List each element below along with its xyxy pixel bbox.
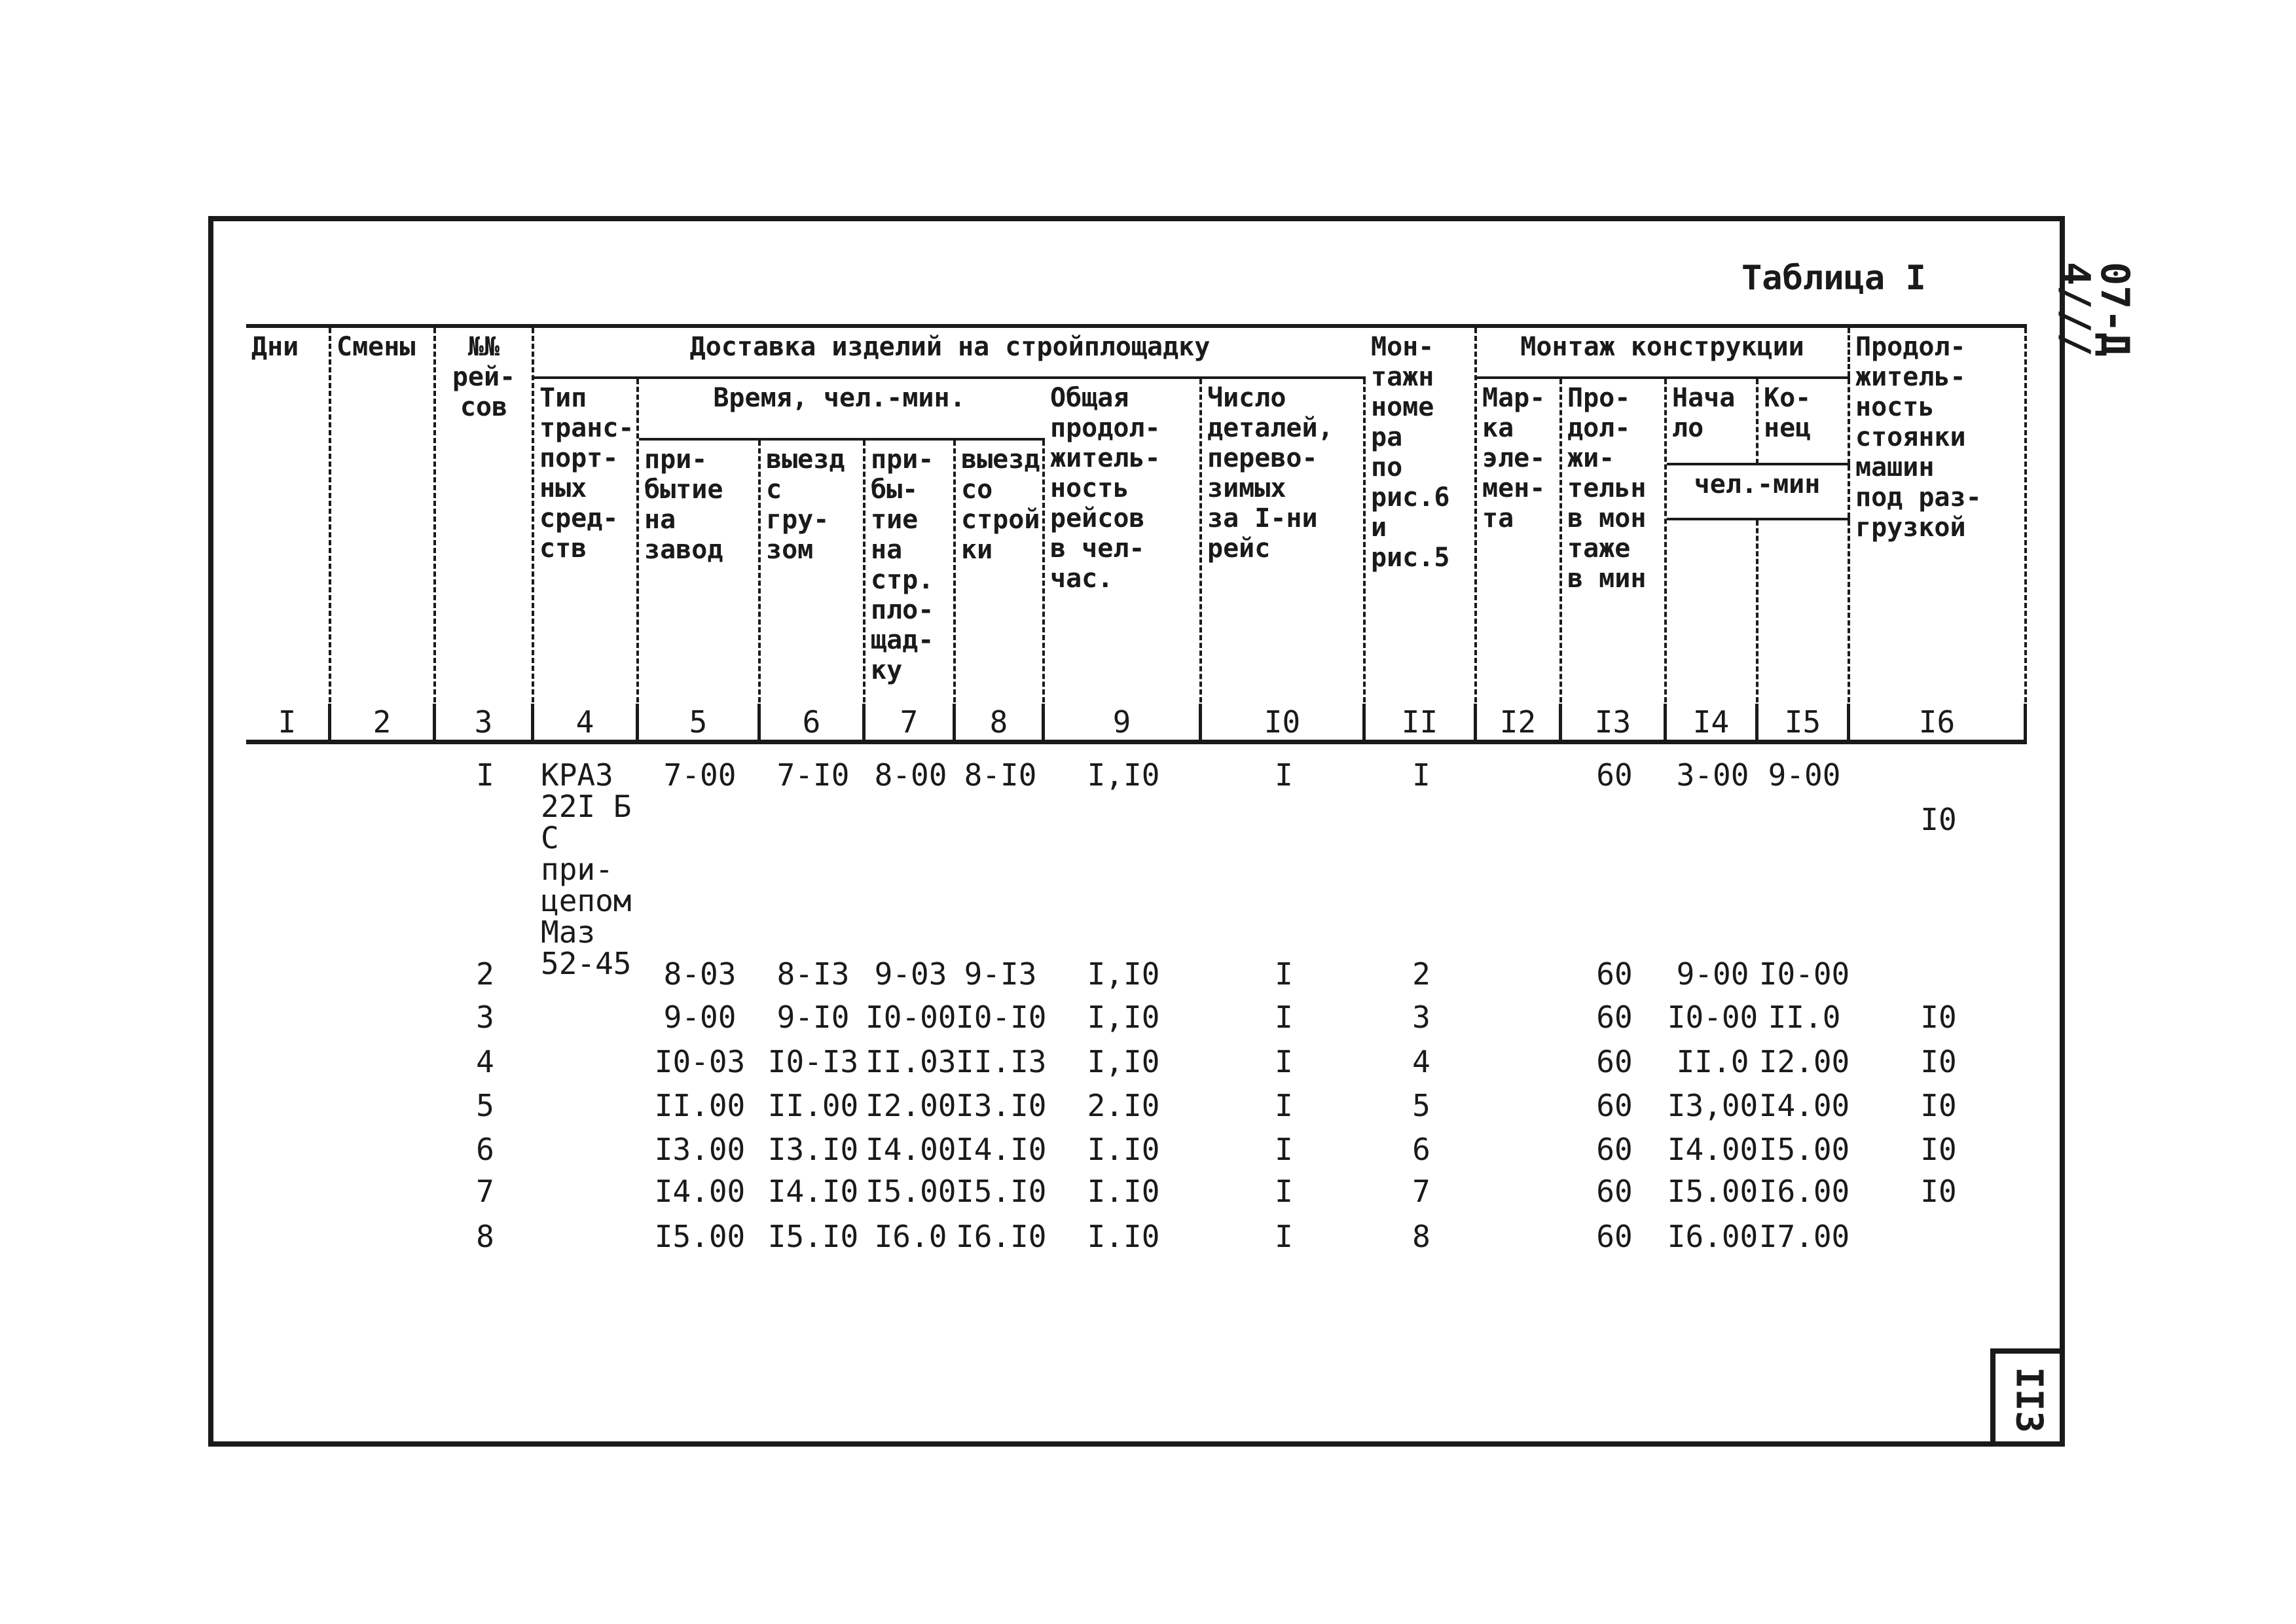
cell-parking: I0 xyxy=(1920,1044,1957,1079)
cell-end: I0-00 xyxy=(1758,956,1850,992)
cell-parking: I0 xyxy=(1920,1174,1957,1209)
cell-end: I2.00 xyxy=(1758,1044,1850,1079)
cell-dur: 60 xyxy=(1596,1044,1633,1079)
header-element-mark: Мар- ка эле- мен- та xyxy=(1477,379,1562,702)
cell-mount-no: 7 xyxy=(1412,1174,1430,1209)
header-end: Ко- нец xyxy=(1758,379,1850,464)
cell-t7: II.03 xyxy=(866,1044,957,1079)
cell-t6: 8-I3 xyxy=(776,956,850,992)
cell-parts: I xyxy=(1275,1044,1293,1079)
cell-trip: 5 xyxy=(476,1088,494,1123)
header-shifts: Смены xyxy=(331,328,436,702)
header-depart-with-load: выезд с гру- зом xyxy=(761,441,866,702)
cell-t5: 9-00 xyxy=(663,1000,737,1035)
cell-dur: 60 xyxy=(1596,956,1633,992)
cell-trip: 3 xyxy=(476,1000,494,1035)
cell-t5: I0-03 xyxy=(654,1044,746,1079)
cell-dur: 60 xyxy=(1596,1000,1633,1035)
cell-parts: I xyxy=(1275,1219,1293,1254)
cell-t6: I5.I0 xyxy=(767,1219,859,1254)
column-number: II xyxy=(1366,704,1477,740)
cell-t7: 9-03 xyxy=(874,956,947,992)
cell-mount-no: I xyxy=(1412,757,1430,793)
cell-parts: I xyxy=(1275,1174,1293,1209)
column-number: I0 xyxy=(1202,704,1366,740)
cell-t6: II.00 xyxy=(767,1088,859,1123)
cell-total: I.I0 xyxy=(1087,1219,1160,1254)
header-person-min: чел.-мин xyxy=(1667,465,1850,518)
cell-t6: I3.I0 xyxy=(767,1132,859,1167)
cell-t7: I6.0 xyxy=(874,1219,947,1254)
cell-start: I3,00 xyxy=(1667,1088,1758,1123)
cell-total: I,I0 xyxy=(1087,956,1160,992)
cell-parts: I xyxy=(1275,1132,1293,1167)
cell-end: I7.00 xyxy=(1758,1219,1850,1254)
cell-start: 3-00 xyxy=(1676,757,1749,793)
cell-end: I5.00 xyxy=(1758,1132,1850,1167)
header-mounting-number: Мон- тажн номе ра по рис.6 и рис.5 xyxy=(1366,328,1477,702)
cell-total: I,I0 xyxy=(1087,757,1160,793)
cell-start: I4.00 xyxy=(1667,1132,1758,1167)
cell-t5: I3.00 xyxy=(654,1132,746,1167)
column-number: I2 xyxy=(1477,704,1562,740)
column-number: I4 xyxy=(1667,704,1758,740)
cell-mount-no: 8 xyxy=(1412,1219,1430,1254)
cell-start: I6.00 xyxy=(1667,1219,1758,1254)
cell-transport: КРАЗ 22I Б С при- цепом Маз 52-45 xyxy=(541,757,632,981)
cell-parking: I0 xyxy=(1920,1000,1957,1035)
column-number: 3 xyxy=(436,704,534,740)
table-caption: Таблица I xyxy=(1741,259,1926,298)
cell-mount-no: 3 xyxy=(1412,1000,1430,1035)
cell-parking: I0 xyxy=(1920,1132,1957,1167)
header-depart-site: выезд со строй ки xyxy=(956,441,1045,702)
header-mount-duration: Про- дол- жи- тельн в мон таже в мин xyxy=(1562,379,1667,702)
cell-t8: II.I3 xyxy=(956,1044,1047,1079)
column-number: 5 xyxy=(639,704,761,740)
column-number-row xyxy=(246,704,2027,744)
cell-parts: I xyxy=(1275,757,1293,793)
cell-t6: 9-I0 xyxy=(776,1000,850,1035)
cell-t8: I4.I0 xyxy=(956,1132,1047,1167)
cell-dur: 60 xyxy=(1596,1088,1633,1123)
cell-end: I4.00 xyxy=(1758,1088,1850,1123)
cell-parts: I xyxy=(1275,1000,1293,1035)
cell-t8: I6.I0 xyxy=(956,1219,1047,1254)
column-number: 2 xyxy=(331,704,436,740)
header-transport-type: Тип транс- порт- ных сред- ств xyxy=(534,379,639,702)
cell-total: I.I0 xyxy=(1087,1174,1160,1209)
cell-t7: I2.00 xyxy=(866,1088,957,1123)
cell-t8: I0-I0 xyxy=(956,1000,1047,1035)
cell-parking: I0 xyxy=(1920,802,1957,837)
cell-mount-no: 5 xyxy=(1412,1088,1430,1123)
column-number: 9 xyxy=(1045,704,1202,740)
header-end-blank xyxy=(1758,520,1850,702)
cell-end: 9-00 xyxy=(1768,757,1841,793)
table-body xyxy=(246,759,2027,1296)
cell-start: I5.00 xyxy=(1667,1174,1758,1209)
cell-t6: I0-I3 xyxy=(767,1044,859,1079)
cell-dur: 60 xyxy=(1596,1132,1633,1167)
header-delivery-group: Доставка изделий на стройплощадку xyxy=(689,332,1211,362)
cell-t8: I3.I0 xyxy=(956,1088,1047,1123)
cell-parts: I xyxy=(1275,1088,1293,1123)
header-trip-no: №№ рей- сов xyxy=(436,328,534,702)
cell-parts: I xyxy=(1275,956,1293,992)
cell-mount-no: 6 xyxy=(1412,1132,1430,1167)
column-number: 7 xyxy=(866,704,956,740)
cell-t5: I5.00 xyxy=(654,1219,746,1254)
header-mounting-group: Монтаж конструкции xyxy=(1477,328,1850,376)
cell-t7: I4.00 xyxy=(866,1132,957,1167)
table-header xyxy=(246,324,2027,698)
cell-trip: 2 xyxy=(476,956,494,992)
cell-t5: 7-00 xyxy=(663,757,737,793)
cell-t6: I4.I0 xyxy=(767,1174,859,1209)
cell-t5: I4.00 xyxy=(654,1174,746,1209)
cell-t8: 9-I3 xyxy=(964,956,1037,992)
cell-t7: I5.00 xyxy=(866,1174,957,1209)
header-start: Нача ло xyxy=(1667,379,1758,464)
cell-t7: I0-00 xyxy=(866,1000,957,1035)
cell-start: II.0 xyxy=(1676,1044,1749,1079)
cell-total: I,I0 xyxy=(1087,1000,1160,1035)
header-time-group: Время, чел.-мин. xyxy=(713,383,966,413)
column-number: 4 xyxy=(534,704,639,740)
header-arrival-site: при- бы- тие на стр. пло- щад- ку xyxy=(866,441,956,702)
cell-trip: 4 xyxy=(476,1044,494,1079)
cell-mount-no: 4 xyxy=(1412,1044,1430,1079)
header-start-blank xyxy=(1667,520,1758,702)
column-number: I3 xyxy=(1562,704,1667,740)
column-number: I6 xyxy=(1850,704,2027,740)
header-total-duration: Общая продол- житель- ность рейсов в чел- час. xyxy=(1045,379,1202,702)
cell-total: I,I0 xyxy=(1087,1044,1160,1079)
cell-t6: 7-I0 xyxy=(776,757,850,793)
cell-t5: II.00 xyxy=(654,1088,746,1123)
cell-dur: 60 xyxy=(1596,1174,1633,1209)
cell-start: I0-00 xyxy=(1667,1000,1758,1035)
header-days: Дни xyxy=(246,328,331,702)
cell-end: I6.00 xyxy=(1758,1174,1850,1209)
column-number: 8 xyxy=(956,704,1045,740)
cell-t8: 8-I0 xyxy=(964,757,1037,793)
column-number: 6 xyxy=(761,704,866,740)
cell-dur: 60 xyxy=(1596,1219,1633,1254)
column-number: I5 xyxy=(1758,704,1850,740)
cell-trip: I xyxy=(476,757,494,793)
document-code: 07-Д 4/// xyxy=(2052,262,2138,357)
cell-end: II.0 xyxy=(1768,1000,1841,1035)
header-parking-duration: Продол- житель- ность стоянки машин под раз- грузкой xyxy=(1850,328,2027,702)
header-parts-count: Число деталей, перево- зимых за I-ни рейс xyxy=(1202,379,1366,702)
page-number: II3 xyxy=(1990,1348,2062,1447)
cell-parking: I0 xyxy=(1920,1088,1957,1123)
cell-trip: 8 xyxy=(476,1219,494,1254)
cell-trip: 7 xyxy=(476,1174,494,1209)
cell-t8: I5.I0 xyxy=(956,1174,1047,1209)
cell-start: 9-00 xyxy=(1676,956,1749,992)
cell-t5: 8-03 xyxy=(663,956,737,992)
cell-total: 2.I0 xyxy=(1087,1088,1160,1123)
cell-trip: 6 xyxy=(476,1132,494,1167)
cell-mount-no: 2 xyxy=(1412,956,1430,992)
header-arrival-plant: при- бытие на завод xyxy=(639,441,761,702)
cell-total: I.I0 xyxy=(1087,1132,1160,1167)
column-number: I xyxy=(246,704,331,740)
cell-dur: 60 xyxy=(1596,757,1633,793)
cell-t7: 8-00 xyxy=(874,757,947,793)
